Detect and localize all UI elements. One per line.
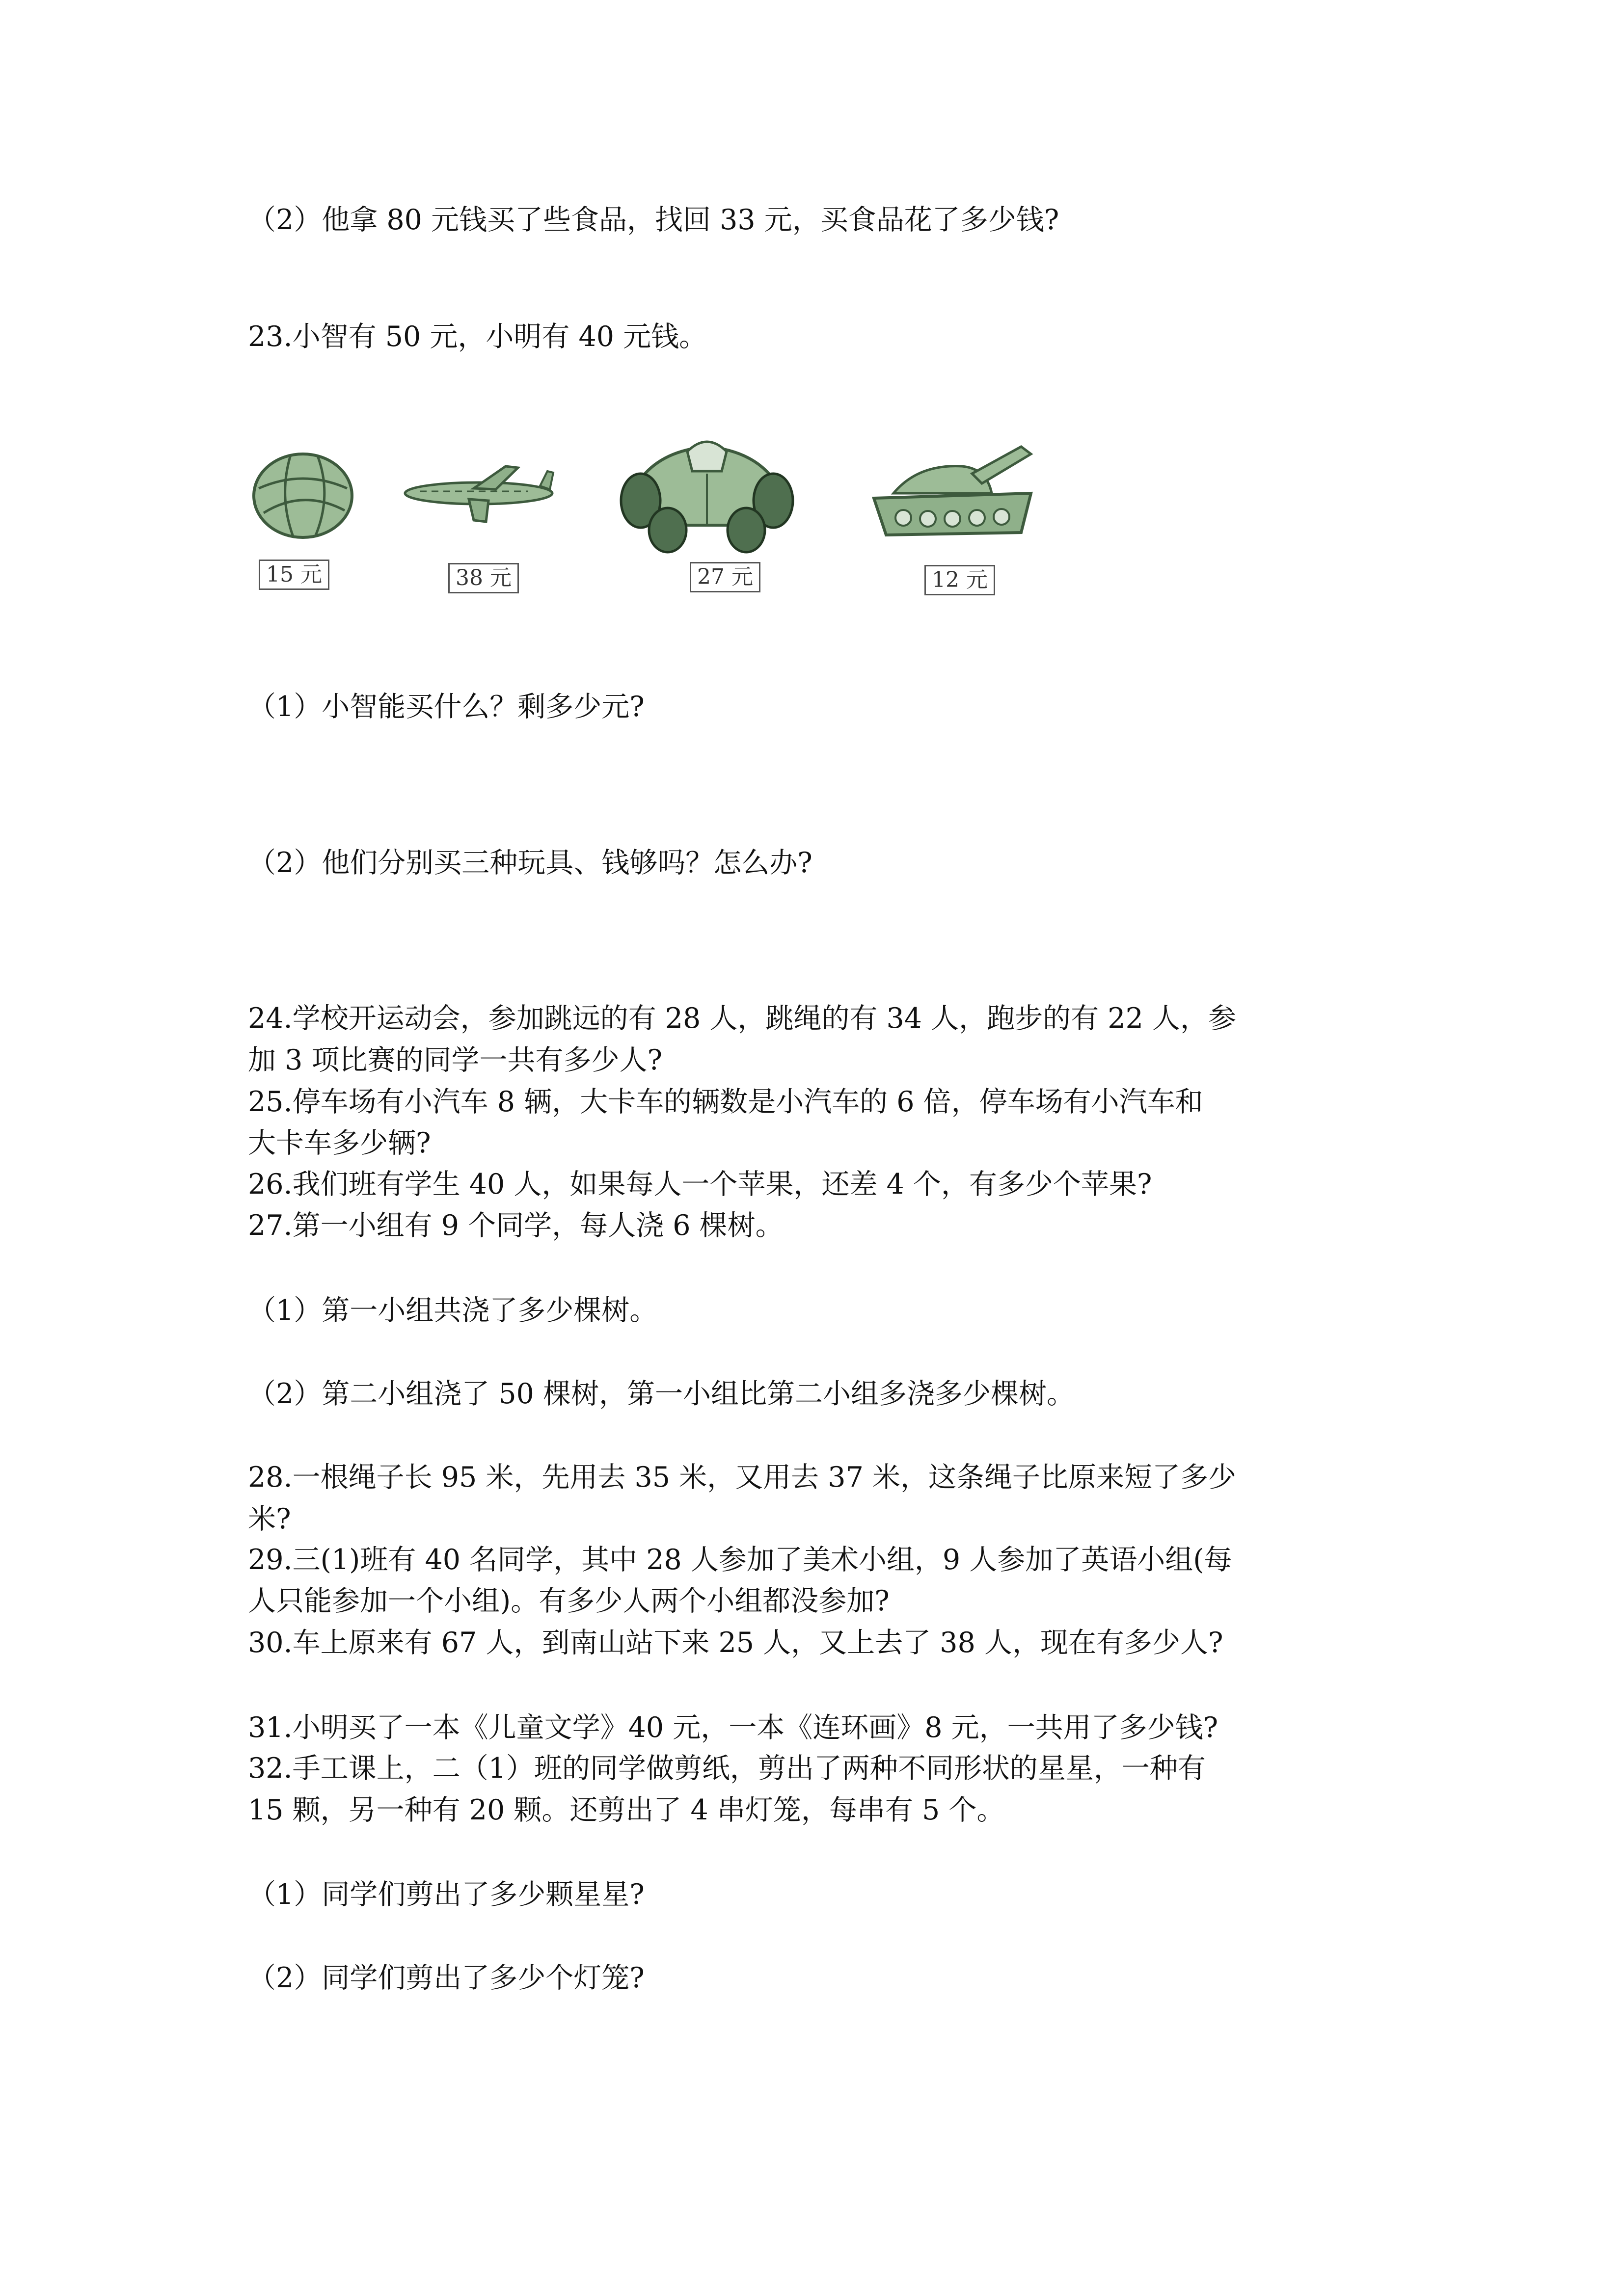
price-tag-ball: 15 元 [259,560,329,590]
q28-line2: 米? [248,1503,291,1535]
q23-part2: （2）他们分别买三种玩具、钱够吗？怎么办? [248,847,812,879]
q24-line2: 加 3 项比赛的同学一共有多少人? [248,1044,663,1076]
tank-icon [864,439,1041,542]
q25-line1: 25.停车场有小汽车 8 辆，大卡车的辆数是小汽车的 6 倍，停车场有小汽车和 [248,1086,1203,1118]
q23-stem: 23.小智有 50 元，小明有 40 元钱。 [248,320,707,353]
q22-part2: （2）他拿 80 元钱买了些食品，找回 33 元，买食品花了多少钱? [248,204,1059,236]
ball-icon [249,449,357,542]
q32-line1: 32.手工课上，二（1）班的同学做剪纸，剪出了两种不同形状的星星，一种有 [248,1752,1206,1785]
race-car-icon [614,432,800,555]
price-tag-airplane: 38 元 [448,563,519,593]
price-tag-race-car: 27 元 [690,562,760,592]
q24-line1: 24.学校开运动会，参加跳远的有 28 人，跳绳的有 34 人，跑步的有 22 人，参 [248,1002,1236,1035]
q26-line1: 26.我们班有学生 40 人，如果每人一个苹果，还差 4 个，有多少个苹果? [248,1168,1152,1201]
airplane-icon [400,459,557,533]
q25-line2: 大卡车多少辆? [248,1127,431,1159]
toy-price-figure [248,429,1083,606]
q31-line1: 31.小明买了一本《儿童文学》40 元，一本《连环画》8 元，一共用了多少钱? [248,1711,1218,1744]
q32-part1: （1）同学们剪出了多少颗星星? [248,1878,645,1911]
q28-line1: 28.一根绳子长 95 米，先用去 35 米，又用去 37 米，这条绳子比原来短了多少 [248,1461,1236,1494]
q30-line1: 30.车上原来有 67 人，到南山站下来 25 人，又上去了 38 人，现在有多少人? [248,1627,1223,1659]
price-tag-tank: 12 元 [924,565,995,595]
q27-line1: 27.第一小组有 9 个同学，每人浇 6 棵树。 [248,1209,784,1242]
q27-part2: （2）第二小组浇了 50 棵树，第一小组比第二小组多浇多少棵树。 [248,1378,1075,1410]
q29-line2: 人只能参加一个小组)。有多少人两个小组都没参加? [248,1585,890,1617]
q29-line1: 29.三(1)班有 40 名同学，其中 28 人参加了美术小组，9 人参加了英语小组(每 [248,1544,1232,1576]
q32-part2: （2）同学们剪出了多少个灯笼? [248,1962,645,1994]
q32-line2: 15 颗，另一种有 20 颗。还剪出了 4 串灯笼，每串有 5 个。 [248,1794,1005,1826]
q27-part1: （1）第一小组共浇了多少棵树。 [248,1294,658,1327]
q23-part1: （1）小智能买什么？剩多少元? [248,691,645,723]
